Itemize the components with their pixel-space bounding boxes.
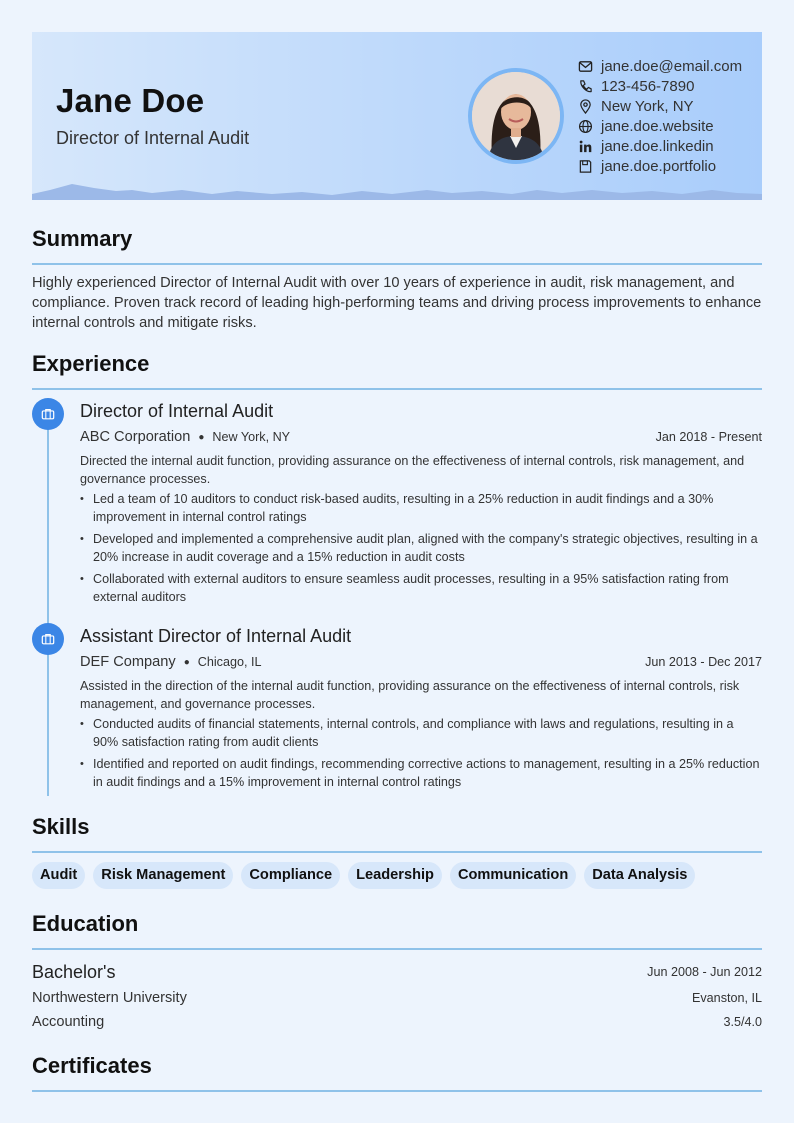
candidate-name: Jane Doe xyxy=(56,82,205,119)
education-gpa: 3.5/4.0 xyxy=(723,1015,762,1029)
resume-header xyxy=(32,32,762,200)
job-bullet: • Led a team of 10 auditors to conduct risk-based audits, resulting in a 25% reduction in audit findings and a 30% improvement in internal control ratings xyxy=(80,490,762,526)
education-heading: Education xyxy=(32,911,139,936)
job-description: Directed the internal audit function, providing assurance on the effectiveness of internal controls, risk management, and governance processes. xyxy=(80,454,745,486)
education-school-row xyxy=(32,987,762,1009)
education-degree: Bachelor's xyxy=(32,961,116,982)
skill-chip: Data Analysis xyxy=(584,862,695,889)
phone-icon xyxy=(578,79,593,94)
timeline-line xyxy=(47,414,49,796)
job-meta xyxy=(80,424,762,450)
job-title: Assistant Director of Internal Audit xyxy=(80,626,352,646)
job-bullet: • Developed and implemented a comprehensive audit plan, aligned with the company's strategic objectives, resulting in a 20% increase in audit coverage and a 15% reduction in audit costs xyxy=(80,530,762,566)
job-title: Director of Internal Audit xyxy=(80,401,274,421)
job-company: ABC Corporation xyxy=(80,429,191,445)
skill-chip: Audit xyxy=(32,862,85,889)
contact-linkedin[interactable] xyxy=(578,136,742,156)
experience-item xyxy=(80,623,762,795)
education-field-row xyxy=(32,1011,762,1033)
summary-heading: Summary xyxy=(32,226,133,251)
job-description: Assisted in the direction of the internal audit function, providing assurance on the effectiveness of internal controls, risk management, and governance processes. xyxy=(80,679,740,711)
linkedin-icon xyxy=(578,139,593,154)
globe-icon xyxy=(578,119,593,134)
contact-location xyxy=(578,96,742,116)
location-pin-icon xyxy=(578,99,593,114)
contact-portfolio[interactable] xyxy=(578,156,742,176)
contact-phone[interactable] xyxy=(578,76,742,96)
education-location: Evanston, IL xyxy=(691,991,762,1005)
contact-phone-text: 123-456-7890 xyxy=(601,77,695,95)
skills-list xyxy=(32,862,695,889)
contact-email-text: jane.doe@email.com xyxy=(601,57,743,75)
skills-divider xyxy=(32,851,762,853)
contact-portfolio-text: jane.doe.portfolio xyxy=(601,157,717,175)
skills-heading: Skills xyxy=(32,814,90,839)
separator-dot: ● xyxy=(183,656,190,668)
education-school: Northwestern University xyxy=(32,990,187,1006)
job-location: Chicago, IL xyxy=(197,655,262,669)
job-meta xyxy=(80,649,762,675)
job-bullet: • Identified and reported on audit findings, recommending corrective actions to management, resulting in a 25% reduction in audit findings and a 15% improvement in internal control ratings xyxy=(80,755,762,791)
contact-email[interactable] xyxy=(578,56,742,76)
portfolio-icon xyxy=(578,159,593,174)
job-bullet: • Conducted audits of financial statements, internal controls, and compliance with laws and regulations, resulting in a 90% satisfaction rating from audit clients xyxy=(80,715,762,751)
job-bullets xyxy=(80,715,762,791)
skill-chip: Risk Management xyxy=(93,862,233,889)
job-bullets xyxy=(80,490,762,606)
certificates-divider xyxy=(32,1090,762,1092)
experience-divider xyxy=(32,388,762,390)
job-dates: Jan 2018 - Present xyxy=(655,430,762,444)
certificates-heading: Certificates xyxy=(32,1053,152,1078)
job-company: DEF Company xyxy=(80,654,176,670)
contact-list xyxy=(578,56,742,176)
summary-divider xyxy=(32,263,762,265)
skill-chip: Leadership xyxy=(348,862,442,889)
summary-text: Highly experienced Director of Internal Audit with over 10 years of experience in audit, risk management, and compliance. Proven track record of leading high-performing teams and driving process improvements to enhance internal controls and mitigate risks. xyxy=(32,275,762,331)
separator-dot: ● xyxy=(198,431,205,443)
experience-heading: Experience xyxy=(32,351,150,376)
education-dates: Jun 2008 - Jun 2012 xyxy=(647,965,762,979)
job-location: New York, NY xyxy=(212,430,291,444)
job-bullet: • Collaborated with external auditors to ensure seamless audit processes, resulting in a 95% satisfaction rating from external auditors xyxy=(80,570,762,606)
experience-item xyxy=(80,398,762,610)
contact-location-text: New York, NY xyxy=(601,97,694,115)
education-degree-row xyxy=(32,960,762,984)
education-divider xyxy=(32,948,762,950)
skill-chip: Compliance xyxy=(241,862,340,889)
profile-photo xyxy=(468,68,564,164)
mountain-decoration xyxy=(32,182,762,200)
contact-website[interactable] xyxy=(578,116,742,136)
mail-icon xyxy=(578,59,593,74)
candidate-title: Director of Internal Audit xyxy=(56,128,250,148)
job-dates: Jun 2013 - Dec 2017 xyxy=(645,655,762,669)
briefcase-icon xyxy=(32,623,64,655)
education-field: Accounting xyxy=(32,1014,105,1030)
contact-website-text: jane.doe.website xyxy=(601,117,714,135)
briefcase-icon xyxy=(32,398,64,430)
skill-chip: Communication xyxy=(450,862,576,889)
contact-linkedin-text: jane.doe.linkedin xyxy=(601,137,714,155)
